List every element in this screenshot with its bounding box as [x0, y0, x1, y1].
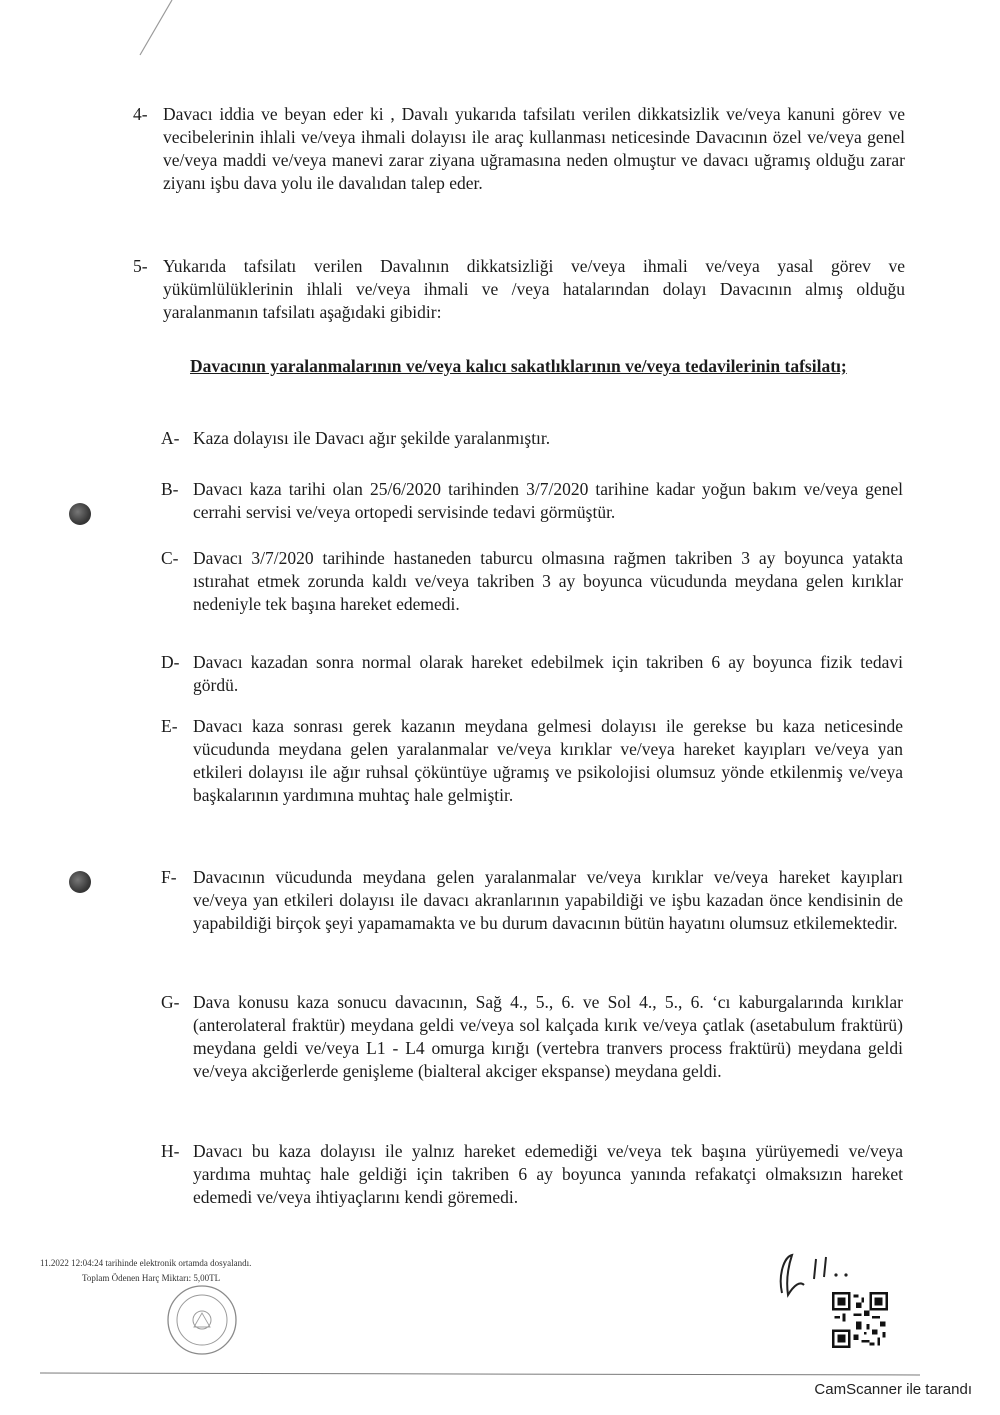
item-letter: G-: [161, 992, 180, 1012]
list-item-b: [161, 478, 903, 524]
item-text: Davacının vücudunda meydana gelen yaralanmalar ve/veya kırıklar ve/veya hareket kayıpları ve/veya yan etkileri dolayısı ile davacı akranlarının yapabildiği ve işbu kazadan önce kendisinin de yapabildiği birçok şeyi yapamamakta ve bu durum davacının bütün hayatını olumsuz etkilemektedir.: [193, 867, 903, 933]
filing-timestamp: 11.2022 12:04:24 tarihinde elektronik ortamda dosyalandı.: [40, 1258, 252, 1268]
paragraph-number: 4-: [133, 104, 148, 124]
paragraph-text: Davacı iddia ve beyan eder ki , Davalı yukarıda tafsilatı verilen dikkatsizlik ve/veya kanuni görev ve vecibelerinin ihlali ve/veya ihmali dolayısı ile araç kullanması neticesinde Davacının özel ve/veya genel ve/veya maddi ve/veya manevi zarar ziyana uğramasına neden olmuştur ve davacı uğramış olduğu zarar ziyanı işbu dava yolu ile davalıdan talep eder.: [163, 104, 905, 193]
item-letter: E-: [161, 716, 178, 736]
list-item-g: [161, 991, 903, 1083]
paragraph-5: [133, 255, 905, 324]
item-letter: A-: [161, 428, 180, 448]
page-edge-line: [40, 1370, 920, 1378]
item-letter: H-: [161, 1141, 180, 1161]
item-text: Kaza dolayısı ile Davacı ağır şekilde yaralanmıştır.: [193, 428, 551, 448]
punch-hole-icon: [69, 871, 91, 893]
item-letter: B-: [161, 479, 179, 499]
list-item-d: [161, 651, 903, 697]
fee-amount: Toplam Ödenen Harç Miktarı: 5,00TL: [82, 1273, 221, 1283]
item-text: Davacı bu kaza dolayısı ile yalnız hareket edemediği ve/veya tek başına yürüyemedi ve/veya yardıma muhtaç hale geldiği için takriben 6 ay boyunca yanında refakatçi olmaksızın hareket edemedi ve/veya ihtiyaçlarını kendi göremedi.: [193, 1141, 903, 1207]
item-text: Davacı kaza tarihi olan 25/6/2020 tarihinden 3/7/2020 tarihine kadar yoğun bakım ve/veya genel cerrahi servisi ve/veya ortopedi servisinde tedavi görmüştür.: [193, 479, 903, 522]
page-fold-line: [0, 0, 200, 60]
paragraph-number: 5-: [133, 256, 148, 276]
list-item-f: [161, 866, 903, 935]
list-item-a: [161, 427, 903, 450]
paragraph-4: [133, 103, 905, 195]
paragraph-text: Yukarıda tafsilatı verilen Davalının dikkatsizliği ve/veya ihmali ve/veya yasal görev ve yükümlülüklerinin ihlali ve/veya ihmali ve /veya hatalarından dolayı Davacının almış olduğu yaralanmanın tafsilatı aşağıdaki gibidir:: [163, 256, 905, 322]
punch-hole-icon: [69, 503, 91, 525]
item-text: Davacı 3/7/2020 tarihinde hastaneden taburcu olmasına rağmen takriben 3 ay boyunca yatakta ıstırahat etmek zorunda kaldı ve/veya takriben 3 ay boyunca vücudunda meydana gelen kırıklar nedeniyle tek başına hareket edemedi.: [193, 548, 903, 614]
list-item-c: [161, 547, 903, 616]
list-item-e: [161, 715, 903, 807]
item-text: Davacı kazadan sonra normal olarak hareket edebilmek için takriben 6 ay boyunca fizik tedavi gördü.: [193, 652, 903, 695]
item-letter: C-: [161, 548, 179, 568]
scanner-watermark: CamScanner ile tarandı: [814, 1381, 972, 1398]
section-heading: Davacının yaralanmalarının ve/veya kalıcı sakatlıklarının ve/veya tedavilerinin tafsilatı;: [190, 356, 847, 376]
item-letter: D-: [161, 652, 180, 672]
item-text: Dava konusu kaza sonucu davacının, Sağ 4., 5., 6. ve Sol 4., 5., 6. ‘cı kaburgalarında kırıklar (anterolateral fraktür) meydana geldi ve/veya sol kalçada kırık ve/veya çatlak (asetabulum fraktürü) meydana geldi ve/veya L1 - L4 omurga kırığı (vertebra tranvers process fraktürü) meydana geldi ve/veya akciğerlerde genişleme (bialteral akciger ekspanse) meydana geldi.: [193, 992, 903, 1081]
qr-code-icon: [832, 1292, 888, 1348]
item-letter: F-: [161, 867, 177, 887]
list-item-h: [161, 1140, 903, 1209]
item-text: Davacı kaza sonrası gerek kazanın meydana gelmesi dolayısı ile gerekse bu kaza neticesinde vücudunda meydana gelen yaralanmalar ve/veya kırıklar ve/veya hareket kayıpları ve/veya yan etkileri dolayısı ile ağır ruhsal çöküntüye uğramış ve psikolojisi olumsuz yönde etkilenmiş ve/veya başkalarının yardımına muhtaç hale gelmiştir.: [193, 716, 903, 805]
court-seal-icon: [165, 1283, 239, 1357]
